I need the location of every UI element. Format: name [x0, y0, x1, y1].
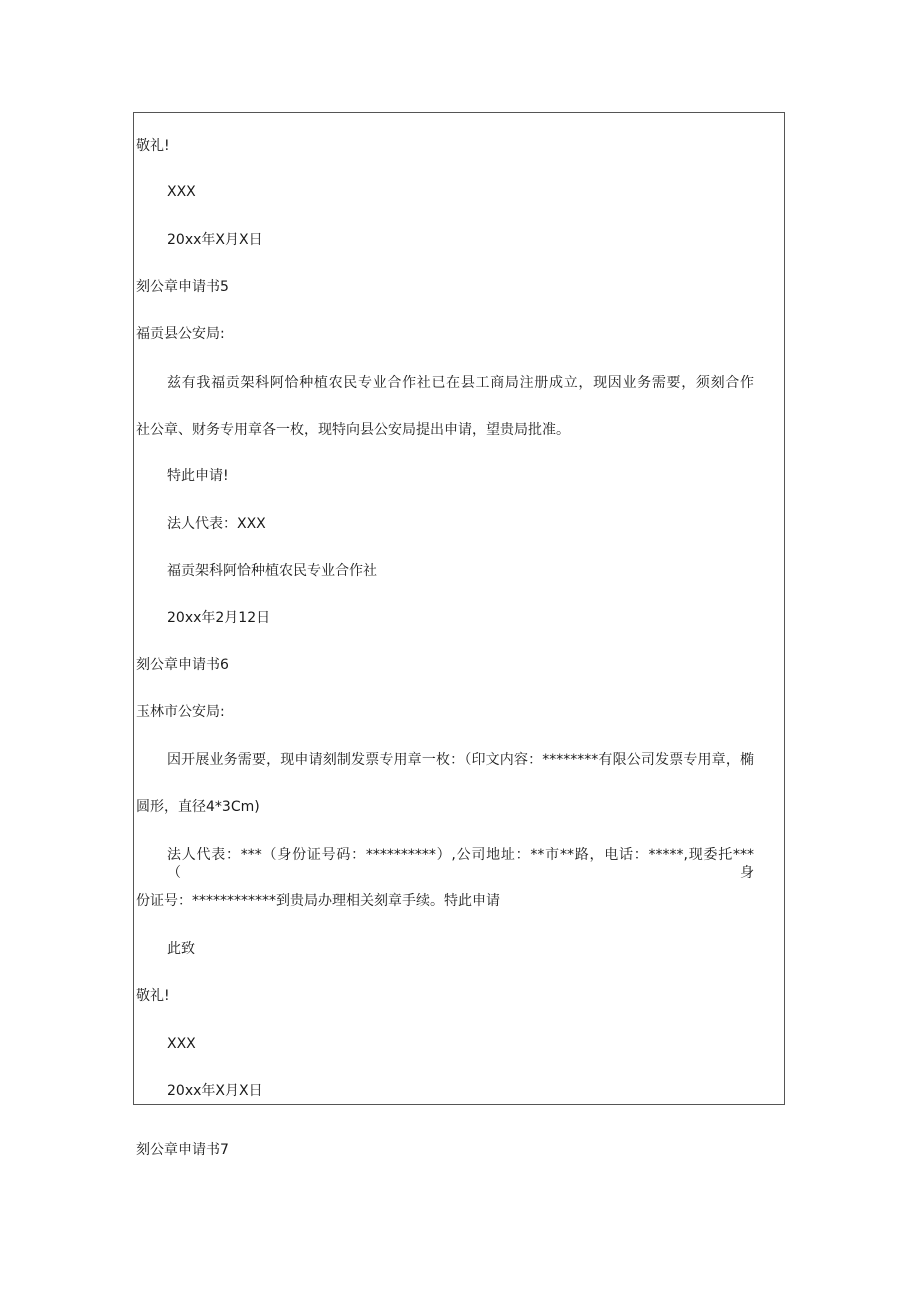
text-line-closing: 此致: [167, 941, 195, 957]
text-line-salutation: 敬礼!: [136, 138, 170, 154]
text-line-addressee: 玉林市公安局:: [136, 704, 225, 720]
text-line-date: 20xx年X月X日: [167, 232, 263, 248]
section-heading-6: 刻公章申请书6: [136, 657, 229, 673]
text-line-body: 因开展业务需要，现申请刻制发票专用章一枚：（印文内容：********有限公司发票专用章，椭: [167, 752, 754, 768]
text-line-body: 法人代表：***（身份证号码：**********）,公司地址：**市**路，电话：*****,现委托***（身: [167, 847, 754, 881]
text-line-addressee: 福贡县公安局:: [136, 326, 225, 342]
text-line-organization: 福贡架科阿恰种植农民专业合作社: [167, 563, 377, 579]
section-heading-5: 刻公章申请书5: [136, 279, 229, 295]
text-line-body: 兹有我福贡架科阿恰种植农民专业合作社已在县工商局注册成立，现因业务需要，须刻合作: [167, 375, 754, 391]
text-line-body: 份证号：************到贵局办理相关刻章手续。特此申请: [136, 893, 500, 909]
section-heading-7: 刻公章申请书7: [136, 1142, 229, 1158]
text-line-request: 特此申请!: [167, 468, 229, 484]
text-line-date: 20xx年2月12日: [167, 610, 271, 626]
text-line-salutation: 敬礼!: [136, 988, 170, 1004]
text-line-legal-rep: 法人代表：XXX: [167, 516, 266, 532]
text-line-body: 圆形，直径4*3Cm): [136, 799, 260, 815]
text-line-body: 社公章、财务专用章各一枚，现特向县公安局提出申请，望贵局批准。: [136, 422, 570, 438]
text-line-signer: XXX: [167, 1036, 196, 1052]
text-line-date: 20xx年X月X日: [167, 1083, 263, 1099]
text-line-signer: XXX: [167, 184, 196, 200]
